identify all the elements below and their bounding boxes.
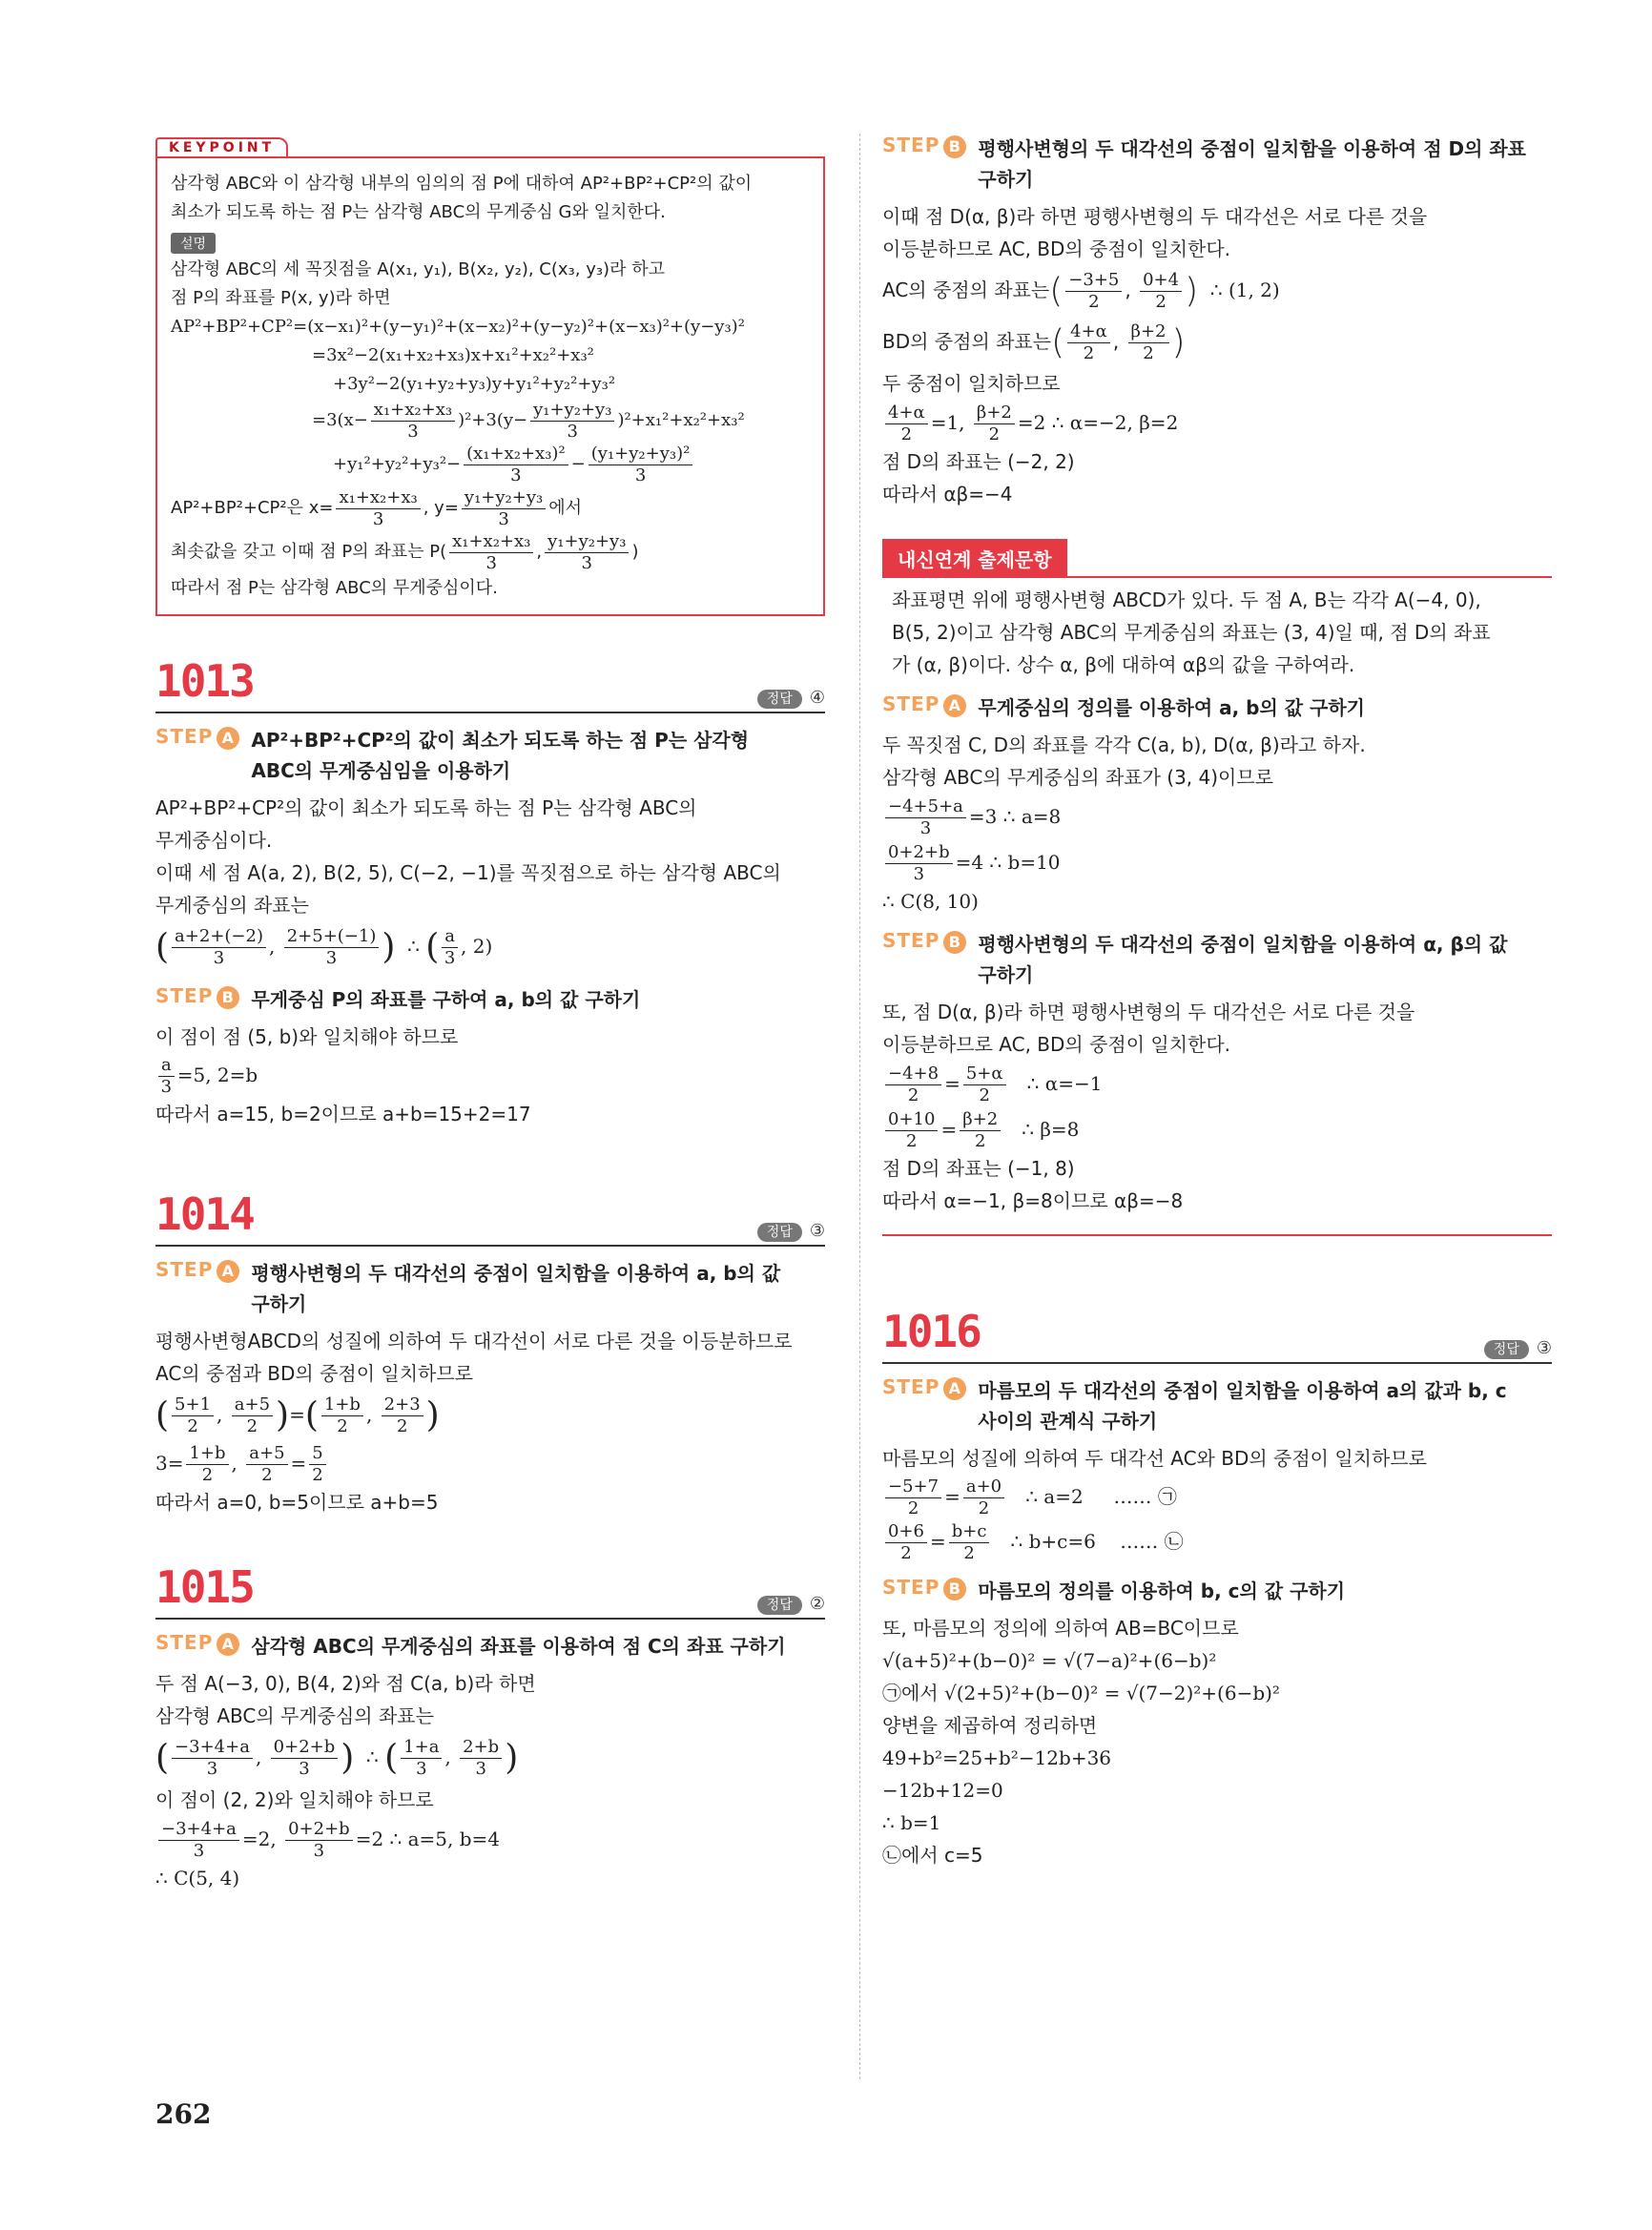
- solution-text: AC의 중점과 BD의 중점이 일치하므로: [155, 1361, 474, 1385]
- solution-text: ㉡에서 c=5: [882, 1844, 983, 1867]
- problem-1016: [882, 1305, 1552, 1871]
- solution-formula: ∴ C(8, 10): [882, 890, 979, 913]
- solution-formula: ( $\frac{a+2+(-2)}{3}$ , $\frac{2+5+(-1)}{3}$ ) ∴ ( $\frac{a}{3}$ , 2): [155, 926, 493, 968]
- step-b: STEP B 무게중심 P의 좌표를 구하여 a, b의 값 구하기: [155, 983, 641, 1011]
- keypoint-section: [155, 134, 825, 616]
- solution-formula: ㉠에서 √(2+5)²+(b−0)² = √(7−2)²+(6−b)²: [882, 1682, 1280, 1704]
- solution-text: 무게중심의 좌표는: [155, 894, 309, 917]
- solution-formula: BD의 중점의 좌표는( $\frac{4+\alpha}{2}$ , $\frac{\beta+2}{2}$ ): [882, 320, 1186, 363]
- keypoint-box: [155, 156, 825, 616]
- solution-formula: 3= $\frac{1+b}{2}$ , $\frac{a+5}{2}$ = $\frac{5}{2}$: [155, 1440, 825, 1486]
- solution-text: 무게중심이다.: [155, 829, 273, 852]
- problem-number: 1015: [155, 1561, 254, 1613]
- solution-text: 따라서 a=0, b=5이므로 a+b=5: [155, 1491, 439, 1514]
- answer-label: 정답 ②: [757, 1594, 825, 1614]
- solution-text: 따라서 α=−1, β=8이므로 αβ=−8: [882, 1189, 1184, 1212]
- solution-formula: ∴ C(5, 4): [155, 1866, 240, 1889]
- solution-formula: −12b+12=0: [882, 1779, 1003, 1802]
- answer-label: 정답 ③: [1484, 1338, 1552, 1358]
- naeshin-question: 좌표평면 위에 평행사변형 ABCD가 있다. 두 점 A, B는 각각 A(−4, 0), B(5, 2)이고 삼각형 ABC의 무게중심의 좌표는 (3, 4)일 때, 점 D의 좌표 가 (α, β)이다. 상수 α, β에 대하여 αβ의 값을 구하여라.: [892, 588, 1491, 676]
- solution-text: 이때 세 점 A(a, 2), B(2, 5), C(−2, −1)를 꼭짓점으로 하는 삼각형 ABC의: [155, 861, 781, 884]
- solution-text: 두 점 A(−3, 0), B(4, 2)와 점 C(a, b)라 하면: [155, 1672, 536, 1695]
- solution-text: 따라서 a=15, b=2이므로 a+b=15+2=17: [155, 1102, 531, 1125]
- solution-text: 삼각형 ABC의 무게중심의 좌표가 (3, 4)이므로: [882, 766, 1274, 789]
- keypoint-formula: +3y²−2(y₁+y₂+y₃)y+y₁²+y₂²+y₃²: [333, 374, 616, 394]
- explanation-badge: 설명: [171, 233, 216, 254]
- solution-formula: $\frac{a}{3}$ =5, 2=b: [155, 1053, 825, 1098]
- problem-1013: [155, 654, 825, 1130]
- keypoint-formula: +y₁²+y₂²+y₃²− $\frac{\text{(x₁+x₂+x₃)²}}{3}$ − $\frac{\text{(y₁+y₂+y₃)²}}{3}$: [171, 443, 810, 486]
- left-column: [155, 134, 825, 1894]
- naeshin-title: 내신연계 출제문항: [882, 539, 1067, 578]
- solution-formula: $\frac{-3+4+a}{3}$ =2, $\frac{0+2+b}{3}$ =2 ∴ a=5, b=4: [155, 1816, 825, 1862]
- keypoint-intro: 최소가 되도록 하는 점 P는 삼각형 ABC의 무게중심 G와 일치한다.: [171, 202, 666, 222]
- step-a: STEP A 무게중심의 정의를 이용하여 a, b의 값 구하기: [882, 692, 1366, 719]
- column-divider: [859, 134, 860, 2079]
- solution-formula: ( $\frac{5+1}{2}$ , $\frac{a+5}{2}$ )=( $\frac{1+b}{2}$ , $\frac{2+3}{2}$ ): [155, 1394, 440, 1436]
- problem-1014: [155, 1187, 825, 1519]
- solution-formula: √(a+5)²+(b−0)² = √(7−a)²+(6−b)²: [882, 1649, 1217, 1672]
- solution-formula: AC의 중점의 좌표는( $\frac{-3+5}{2}$ , $\frac{0+4}{2}$ ) ∴ (1, 2): [882, 270, 1280, 312]
- problem-number: 1014: [155, 1187, 254, 1240]
- solution-text: 두 중점이 일치하므로: [882, 372, 1061, 395]
- solution-formula: $\frac{4+\alpha}{2}$ =1, $\frac{\beta+2}{2}$ =2 ∴ α=−2, β=2: [882, 400, 1552, 445]
- step-a: STEP A AP²+BP²+CP²의 값이 최소가 되도록 하는 점 P는 삼각형 ABC의 무게중심임을 이용하기: [155, 725, 750, 782]
- solution-formula: $\frac{0+10}{2}$ = $\frac{\beta+2}{2}$ ∴ β=8: [882, 1106, 1552, 1152]
- step-b: STEP B 마름모의 정의를 이용하여 b, c의 값 구하기: [882, 1576, 1346, 1602]
- solution-text: 이때 점 D(α, β)라 하면 평행사변형의 두 대각선은 서로 다른 것을: [882, 205, 1428, 228]
- solution-formula: $\frac{0+6}{2}$ = $\frac{b+c}{2}$ ∴ b+c=6 …… ㉡: [882, 1519, 1552, 1564]
- keypoint-formula: =3x²−2(x₁+x₂+x₃)x+x₁²+x₂²+x₃²: [312, 345, 594, 365]
- step-a: STEP A 삼각형 ABC의 무게중심의 좌표를 이용하여 점 C의 좌표 구하기: [155, 1631, 786, 1658]
- step-a: STEP A 마름모의 두 대각선의 중점이 일치함을 이용하여 a의 값과 b, c 사이의 관계식 구하기: [882, 1375, 1507, 1433]
- keypoint-text: 최솟값을 갖고 이때 점 P의 좌표는 P( $\frac{\text{x₁+x₂+x₃}}{3}$ , $\frac{\text{y₁+y₂+y₃}}{3}$ ): [171, 530, 639, 573]
- page-number: 262: [155, 2098, 212, 2130]
- solution-text: 점 D의 좌표는 (−2, 2): [882, 450, 1075, 473]
- solution-formula: $\frac{-4+5+a}{3}$ =3 ∴ a=8: [882, 794, 1552, 839]
- naeshin-section: [882, 510, 1552, 1236]
- right-column: [882, 134, 1552, 1871]
- answer-label: 정답 ③: [757, 1221, 825, 1241]
- solution-formula: ∴ b=1: [882, 1811, 941, 1834]
- solution-formula: ( $\frac{-3+4+a}{3}$ , $\frac{0+2+b}{3}$ ) ∴ ( $\frac{1+a}{3}$ , $\frac{2+b}{3}$ ): [155, 1737, 519, 1779]
- keypoint-tag: KEYPOINT: [155, 137, 288, 156]
- solution-formula: $\frac{-4+8}{2}$ = $\frac{5+\alpha}{2}$ ∴ α=−1: [882, 1061, 1552, 1106]
- keypoint-formula: =3(x− $\frac{\text{x₁+x₂+x₃}}{3}$ )²+3(y− $\frac{\text{y₁+y₂+y₃}}{3}$ )²+x₁²+x₂²+x₃²: [312, 399, 745, 442]
- solution-formula: 49+b²=25+b²−12b+36: [882, 1746, 1112, 1769]
- solution-text: 또, 점 D(α, β)라 하면 평행사변형의 두 대각선은 서로 다른 것을: [882, 1001, 1415, 1023]
- keypoint-text: 따라서 점 P는 삼각형 ABC의 무게중심이다.: [171, 578, 498, 598]
- solution-text: 이등분하므로 AC, BD의 중점이 일치한다.: [882, 1033, 1231, 1056]
- solution-text: 평행사변형ABCD의 성질에 의하여 두 대각선이 서로 다른 것을 이등분하므로: [155, 1329, 793, 1352]
- solution-text: 삼각형 ABC의 무게중심의 좌표는: [155, 1704, 434, 1727]
- solution-text: 이 점이 (2, 2)와 일치해야 하므로: [155, 1787, 434, 1811]
- section-divider: [882, 1234, 1552, 1236]
- solution-text: 따라서 αβ=−4: [882, 483, 1013, 506]
- problem-1015: [155, 1560, 825, 1894]
- problem-number: 1016: [882, 1306, 981, 1357]
- step-a: STEP A 평행사변형의 두 대각선의 중점이 일치함을 이용하여 a, b의 값 구하기: [155, 1257, 781, 1315]
- step-b: STEP B 평행사변형의 두 대각선의 중점이 일치함을 이용하여 점 D의 좌표 구하기: [882, 134, 1526, 191]
- solution-text: AP²+BP²+CP²의 값이 최소가 되도록 하는 점 P는 삼각형 ABC의: [155, 796, 697, 819]
- solution-text: 또, 마름모의 정의에 의하여 AB=BC이므로: [882, 1617, 1239, 1640]
- keypoint-text: AP²+BP²+CP²은 x= $\frac{\text{x₁+x₂+x₃}}{3}$ , y= $\frac{\text{y₁+y₂+y₃}}{3}$ 에서: [171, 486, 583, 529]
- solution-text: 두 꼭짓점 C, D의 좌표를 각각 C(a, b), D(α, β)라고 하자.: [882, 733, 1366, 756]
- problem-1015-continued: [882, 134, 1552, 510]
- solution-formula: $\frac{0+2+b}{3}$ =4 ∴ b=10: [882, 839, 1552, 885]
- solution-text: 이등분하므로 AC, BD의 중점이 일치한다.: [882, 237, 1231, 260]
- keypoint-intro: 삼각형 ABC와 이 삼각형 내부의 임의의 점 P에 대하여 AP²+BP²+CP²의 값이: [171, 174, 753, 194]
- solution-text: 이 점이 점 (5, b)와 일치해야 하므로: [155, 1024, 459, 1048]
- problem-number: 1013: [155, 655, 254, 707]
- solution-formula: $\frac{-5+7}{2}$ = $\frac{a+0}{2}$ ∴ a=2 …… ㉠: [882, 1475, 1552, 1519]
- solution-text: 양변을 제곱하여 정리하면: [882, 1714, 1098, 1737]
- keypoint-formula: AP²+BP²+CP²=(x−x₁)²+(y−y₁)²+(x−x₂)²+(y−y₂)²+(x−x₃)²+(y−y₃)²: [171, 317, 745, 337]
- solution-text: 마름모의 성질에 의하여 두 대각선 AC와 BD의 중점이 일치하므로: [882, 1447, 1427, 1470]
- answer-label: 정답 ④: [757, 688, 825, 708]
- keypoint-text: 점 P의 좌표를 P(x, y)라 하면: [171, 288, 391, 308]
- keypoint-text: 삼각형 ABC의 세 꼭짓점을 A(x₁, y₁), B(x₂, y₂), C(x₃, y₃)라 하고: [171, 259, 665, 279]
- solution-text: 점 D의 좌표는 (−1, 8): [882, 1157, 1075, 1180]
- step-b: STEP B 평행사변형의 두 대각선의 중점이 일치함을 이용하여 α, β의 값 구하기: [882, 929, 1508, 986]
